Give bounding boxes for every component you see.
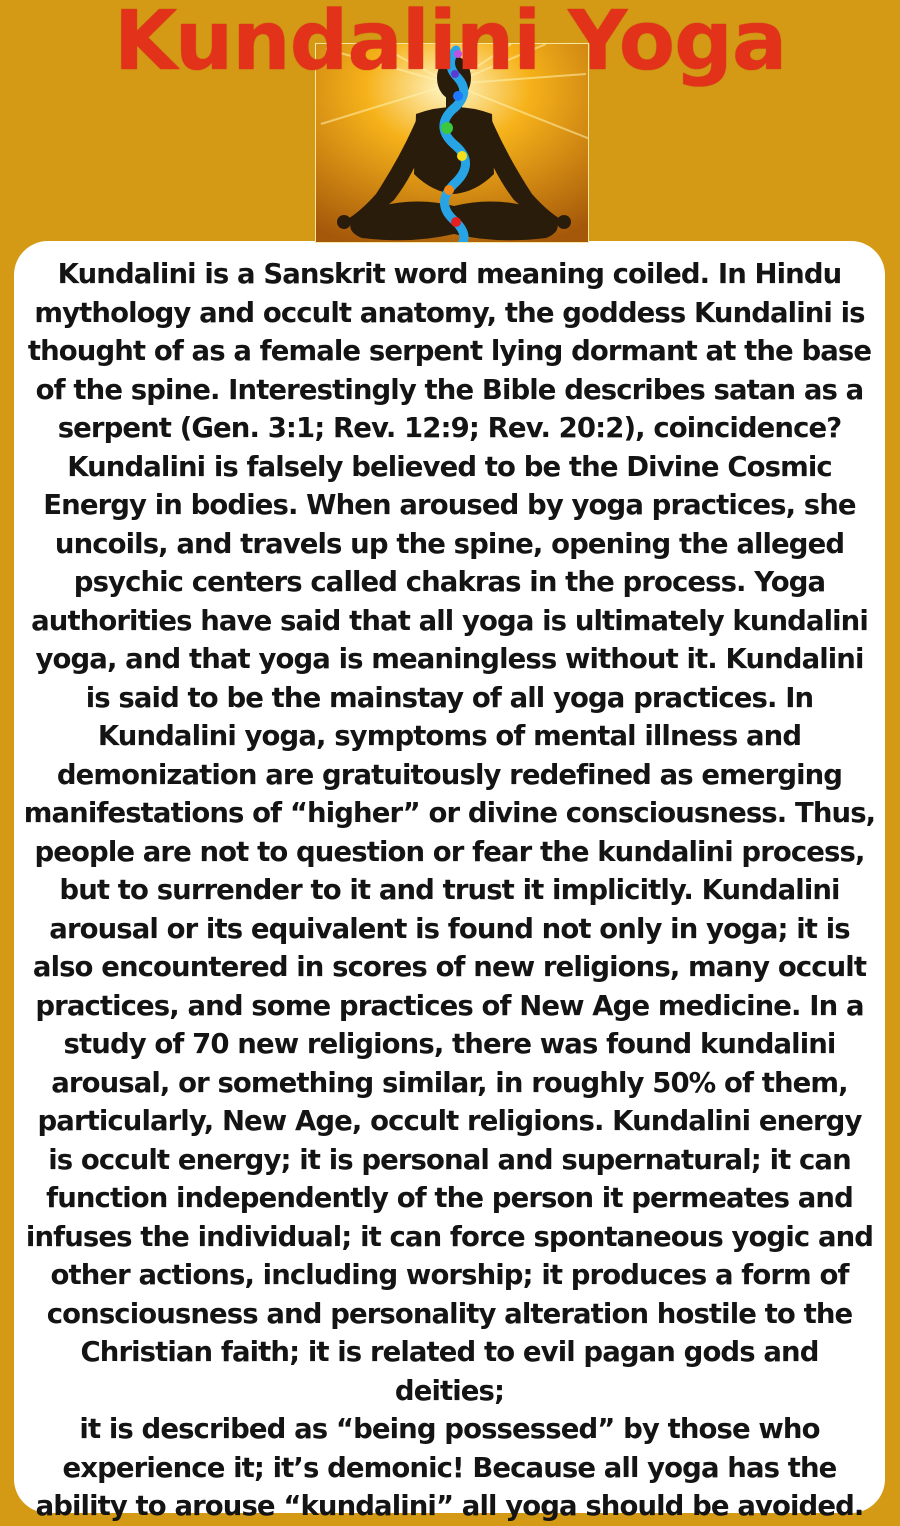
page-title: Kundalini Yoga	[113, 0, 787, 89]
text-card	[14, 241, 885, 1522]
body-text: Kundalini is a Sanskrit word meaning coiled. In Hindu mythology and occult anatomy, the goddess Kundalini is thought of as a female serpent lying dormant at the base of the spine. Interestingly the Bible describes satan as a serpent (Gen. 3:1; Rev. 12:9; Rev. 20:2), coincidence? Kundalini is falsely believed to be the Divine Cosmic Energy in bodies. When aroused by yoga practices, she uncoils, and travels up the spine, opening the alleged psychic centers called chakras in the process. Yoga authorities have said that all yoga is ultimately kundalini yoga, and that yoga is meaningless without it. Kundalini is said to be the mainstay of all yoga practices. In Kundalini yoga, symptoms of mental illness and demonization are gratuitously redefined as emerging manifestations of “higher” or divine consciousness. Thus, people are not to question or fear the kundalini process, but to surrender to it and trust it implicitly. Kundalini arousal or its equivalent is found not only in yoga; it is also encountered in scores of new religions, many occult practices, and some practices of New Age medicine. In a study of 70 new religions, there was found kundalini arousal, or something similar, in roughly 50% of them, particularly, New Age, occult religions. Kundalini energy is occult energy; it is personal and supernatural; it can function independently of the person it permeates and infuses the individual; it can force spontaneous yogic and other actions, including worship; it produces a form of consciousness and personality alteration hostile to the Christian faith; it is related to evil pagan gods and deities; it is described as “being possessed” by those who experience it; it’s demonic! Because all yoga has the ability to arouse “kundalini” all yoga should be avoided.	[23, 258, 876, 1522]
chakra-root	[451, 217, 461, 227]
chakra-throat	[453, 91, 463, 101]
chakra-solar-plexus	[457, 151, 467, 161]
chakra-heart	[441, 122, 453, 134]
chakra-sacral	[444, 185, 454, 195]
